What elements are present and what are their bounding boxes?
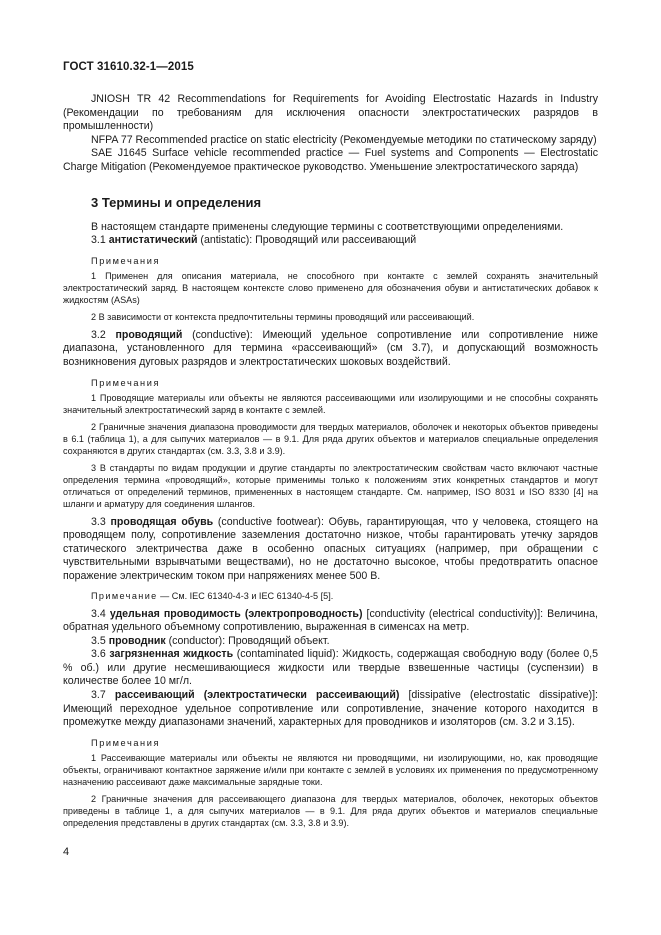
term-3-2 [63, 329, 598, 370]
term-number: 3.1 [91, 234, 106, 247]
note-3-1-1: 1 Применен для описания материала, не способного при контакте с землей сохранять значительный электростатический заряд. В настоящем контексте слово применено для обозначения обуви и антистатических добавок к жидкостям (ASAs) [63, 270, 598, 305]
page-number: 4 [63, 846, 70, 858]
term-name: проводник [108, 634, 166, 647]
term-number: 3.4 [91, 607, 106, 620]
term-definition: (conductive footwear): Обувь, гарантирующая, что у человека, стоящего на проводящем полу, сопротивление заземления достаточно низкое, чтобы гарантировать утечку зарядов статического электричества даже в особенно опасных ситуациях (например, при обращении с чувствительными взрывчатыми веществами), но не достаточно высокое, чтобы предотвратить опасное поражение электрическим током при напряжениях менее 500 В. [63, 515, 599, 582]
section-title: 3 Термины и определения [91, 194, 262, 210]
notes-heading: Примечания [91, 377, 161, 388]
term-definition: [dissipative (electrostatic dissipative)]: Имеющий переходное удельное сопротивление или сопротивление, значение которого находится в промежутке между диапазонами значений, характерных для проводников и изоляторов (см. 3.2 и 3.15). [63, 689, 598, 729]
note-text: — См. IEC 61340-4-3 и IEC 61340-4-5 [5]. [157, 590, 334, 601]
term-3-7 [63, 689, 598, 730]
reference-jniosh: JNIOSH TR 42 Recommendations for Requirements for Avoiding Electrostatic Hazards in Industry (Рекомендации по требованиям для исключения опасности электростатических разрядов в промышленности) [63, 93, 598, 133]
term-name: загрязненная жидкость [109, 648, 234, 661]
note-3-2-3: 3 В стандарты по видам продукции и другие стандарты по электростатическим свойствам часто включают частные определения термина «проводящий», которые применимы только к положениям этих конкретных стандартов и могут отличаться от определений терминов, примененных в настоящем стандарте. См. например, ISO 8031 и ISO 8330 [4] на шланги и арматуру для соединения шлангов. [63, 462, 598, 509]
term-number: 3.3 [91, 515, 106, 528]
term-3-3 [63, 516, 598, 584]
reference-nfpa: NFPA 77 Recommended practice on static electricity (Рекомендуемые методики по статическому заряду) [91, 133, 597, 146]
term-name: проводящая обувь [110, 515, 214, 528]
term-definition: (contaminated liquid): Жидкость, содержащая свободную воду (более 0,5 % об.) или другие несмешивающиеся жидкости или твердые взвешенные частицы (суспензии) в количестве более 10 мг/л. [63, 648, 598, 688]
note-3-7-2: 2 Граничные значения для рассеивающего диапазона для твердых материалов, оболочек, некоторых объектов приведены в таблице 1, а для сыпучих материалов — в 9.1. Для ряда других объектов и материалов специальные определения представлены в других стандартах (см. 3.3, 3.8 и 3.9). [63, 793, 598, 828]
term-definition: (conductive): Имеющий удельное сопротивление или сопротивление ниже диапазона, установленного для термина «рассеивающий» (см 3.7), и допускающий возможность возникновения дуговых разрядов и электростатических шоковых воздействий. [63, 328, 598, 368]
reference-sae: SAE J1645 Surface vehicle recommended practice — Fuel systems and Components — Electrostatic Charge Mitigation (Рекомендуемое практическое руководство. Уменьшение электростатического заряда) [63, 147, 598, 173]
note-3-7-1: 1 Рассеивающие материалы или объекты не являются ни проводящими, ни изолирующими, но, как проводящие объекты, ограничивают контактное заряжение и/или при контакте с землей в условиях их применения по предусмотренному назначению рассеивают даже максимальные зарядные токи. [63, 752, 598, 787]
note-3-2-1: 1 Проводящие материалы или объекты не являются рассеивающими или изолирующими и не способны сохранять значительный электростатический заряд в контакте с землей. [63, 392, 598, 415]
term-definition: (antistatic): Проводящий или рассеивающий [197, 234, 417, 247]
term-name: антистатический [108, 234, 198, 247]
term-3-5 [63, 635, 598, 649]
notes-heading: Примечания [91, 255, 161, 266]
note-label: Примечание [91, 590, 158, 601]
note-3-3 [63, 590, 598, 602]
term-definition: (conductor): Проводящий объект. [165, 634, 330, 647]
term-3-6 [63, 648, 598, 689]
term-definition: [conductivity (electrical conductivity)]: Величина, обратная удельного объемному сопротивлению, выраженная в сименсах на метр. [63, 607, 598, 634]
notes-heading: Примечания [91, 737, 161, 748]
note-3-1-2: 2 В зависимости от контекста предпочтительны термины проводящий или рассеивающий. [91, 311, 475, 322]
note-3-2-2: 2 Граничные значения диапазона проводимости для твердых материалов, оболочек и некоторых объектов приведены в 6.1 (таблица 1), а для сыпучих материалов — в 9.1. Для ряда других объектов и материалов специальные определения сохраняются в других стандартах (см. 3.3, 3.8 и 3.9). [63, 421, 598, 456]
term-number: 3.7 [91, 689, 106, 702]
term-name: рассеивающий (электростатически рассеивающий) [114, 689, 400, 702]
term-3-4 [63, 608, 598, 635]
document-header: ГОСТ 31610.32-1—2015 [63, 61, 194, 73]
term-number: 3.2 [91, 328, 106, 341]
term-name: удельная проводимость (электропроводность) [109, 607, 363, 620]
term-3-1 [63, 234, 598, 248]
page-content [63, 93, 598, 829]
term-number: 3.6 [91, 648, 106, 661]
section-intro: В настоящем стандарте применены следующие термины с соответствующими определениями. [91, 220, 564, 233]
term-number: 3.5 [91, 634, 106, 647]
term-name: проводящий [115, 328, 183, 341]
